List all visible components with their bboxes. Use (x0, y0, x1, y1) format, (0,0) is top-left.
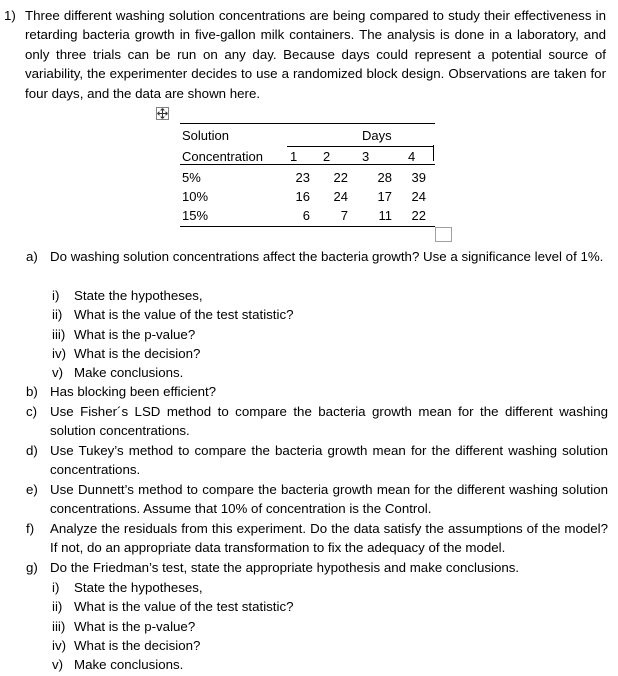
sub-label: iii) (52, 619, 66, 634)
question-b (26, 382, 608, 401)
sub-text: Make conclusions. (74, 657, 184, 672)
question-d (26, 441, 608, 480)
table-cell: 28 (377, 170, 392, 185)
table-bottom-rule (180, 226, 435, 227)
sub-text: What is the decision? (74, 638, 201, 653)
sub-label: v) (52, 365, 64, 380)
question-c (26, 402, 608, 441)
question-label: c) (26, 404, 38, 419)
sub-text: What is the value of the test statistic? (74, 599, 294, 614)
days-underline (287, 146, 434, 147)
table-move-handle[interactable] (156, 107, 169, 120)
header-concentration: Concentration (182, 149, 263, 164)
question-text: Use Tukey’s method to compare the bacteria growth mean for the different washing solution concentrations. (50, 443, 608, 478)
header-bottom-rule (180, 164, 435, 165)
question-e (26, 480, 608, 519)
table-cell: 39 (411, 170, 426, 185)
day-label: 3 (362, 149, 370, 164)
day-label: 4 (408, 149, 416, 164)
sub-question (52, 597, 608, 616)
table-resize-handle[interactable] (435, 227, 452, 242)
table-cell: 22 (333, 170, 348, 185)
table-cell: 24 (333, 189, 348, 204)
sub-text: What is the decision? (74, 346, 201, 361)
day-label: 2 (323, 149, 331, 164)
sub-text: Make conclusions. (74, 365, 184, 380)
table-cell: 6 (302, 208, 310, 223)
question-label: b) (26, 384, 38, 399)
question-label: e) (26, 482, 38, 497)
sub-label: iii) (52, 327, 66, 342)
question-text: Analyze the residuals from this experiment. Do the data satisfy the assumptions of the model? If not, do an appropriate data transformation to fix the adequacy of the model. (50, 521, 608, 556)
table-cell: 23 (295, 170, 310, 185)
sub-text: State the hypotheses, (74, 288, 203, 303)
sub-question (52, 655, 608, 674)
sub-question (52, 636, 608, 655)
row-label: 5% (182, 170, 201, 185)
question-text: Do the Friedman’s test, state the appropriate hypothesis and make conclusions. (50, 560, 520, 575)
sub-question (52, 305, 608, 324)
sub-label: iv) (52, 638, 67, 653)
problem-statement (4, 6, 606, 103)
table-top-rule (180, 123, 435, 124)
problem-text: Three different washing solution concentrations are being compared to study their effectiveness in retarding bacteria growth in five-gallon milk containers. The analysis is done in a laboratory, and only three trials can be run on any day. Because days could represent a potential source of variability, the experimenter decides to use a randomized block design. Observations are taken for four days, and the data are shown here. (25, 8, 606, 101)
sub-label: ii) (52, 307, 63, 322)
sub-label: i) (52, 580, 60, 595)
sub-question (52, 344, 608, 363)
table-cell: 24 (411, 189, 426, 204)
table-cell: 11 (378, 208, 392, 223)
sub-label: ii) (52, 599, 63, 614)
sub-text: What is the value of the test statistic? (74, 307, 294, 322)
question-text: Has blocking been efficient? (50, 384, 217, 399)
table-cell: 7 (340, 208, 348, 223)
sub-label: v) (52, 657, 64, 672)
table-cursor-mark (433, 145, 434, 161)
question-f (26, 519, 608, 558)
row-label: 10% (182, 189, 209, 204)
sub-label: i) (52, 288, 60, 303)
row-label: 15% (182, 208, 209, 223)
header-solution: Solution (182, 128, 229, 143)
question-a (26, 247, 608, 266)
sub-question (52, 578, 608, 597)
question-text: Use Fisher´s LSD method to compare the bacteria growth mean for the different washing solution concentrations. (50, 404, 608, 439)
problem-number: 1) (4, 8, 16, 23)
sub-text: What is the p-value? (74, 327, 196, 342)
header-days: Days (362, 128, 392, 143)
question-g (26, 558, 608, 577)
sub-text: What is the p-value? (74, 619, 196, 634)
table-cell: 16 (295, 189, 310, 204)
question-label: a) (26, 249, 38, 264)
question-text: Do washing solution concentrations affect the bacteria growth? Use a significance level of 1%. (50, 249, 604, 264)
question-label: g) (26, 560, 38, 575)
sub-label: iv) (52, 346, 67, 361)
sub-question (52, 325, 608, 344)
question-label: f) (26, 521, 35, 536)
day-label: 1 (290, 149, 298, 164)
sub-question (52, 617, 608, 636)
sub-text: State the hypotheses, (74, 580, 203, 595)
move-arrows-icon (157, 108, 168, 119)
sub-question (52, 363, 608, 382)
sub-question (52, 286, 608, 305)
table-cell: 17 (377, 189, 392, 204)
question-label: d) (26, 443, 38, 458)
question-text: Use Dunnett’s method to compare the bacteria growth mean for the different washing solution concentrations. Assume that 10% of concentration is the Control. (50, 482, 608, 517)
table-cell: 22 (411, 208, 426, 223)
